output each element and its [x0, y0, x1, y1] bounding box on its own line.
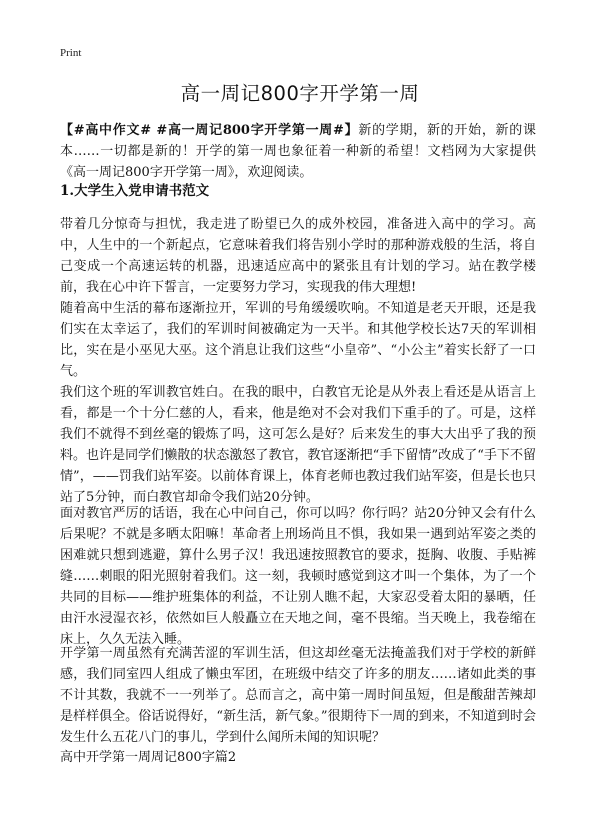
body-paragraph-4: 面对教官严厉的话语，我在心中问自己，你可以吗？你行吗？站20分钟又会有什么后果呢？不就是多晒太阳嘛！革命者上刑场尚且不惧，我如果一遇到站军姿之类的困难就只想到逃避，算什么男子汉！我迅速按照教官的要求，挺胸、收腹、手贴裤缝……刺眼的阳光照射着我们。这一刻，我顿时感觉到这才叫一个集体，为了一个共同的目标——维护班集体的利益，不让别人瞧不起，大家忍受着太阳的暴晒，任由汗水浸湿衣衫，依然如巨人般矗立在天地之间，毫不畏缩。当天晚上，我卷缩在床上，久久无法入睡。 [60, 506, 536, 647]
print-link[interactable]: Print [60, 47, 82, 59]
body-paragraph-3: 我们这个班的军训教官姓白。在我的眼中，白教官无论是从外表上看还是从语言上看，都是一个十分仁慈的人，看来，他是绝对不会对我们下重手的了。可是，这样我们不就得不到丝毫的锻炼了吗，这可怎么是好？后来发生的事大大出乎了我的预料。也许是同学们懒散的状态激怒了教官，教官逐渐把“手下留情”改成了“手下不留情”，——罚我们站军姿。以前体育课上，体育老师也教过我们站军姿，但是长也只站了5分钟，而白教官却命令我们站20分钟。 [60, 385, 536, 505]
body-paragraph-5: 开学第一周虽然有充满苦涩的军训生活，但这却丝毫无法掩盖我们对于学校的新鲜感，我们同室四人组成了懒虫军团，在班级中结交了许多的朋友……诸如此类的事不计其数，我就不一一列举了。总而言之，高中第一周时间虽短，但是酸甜苦辣却是样样俱全。俗话说得好，“新生活，新气象。”很期待下一周的到来，不知道到时会发生什么五花八门的事儿，学到什么闻所未闻的知识呢？ [60, 646, 536, 745]
document-title: 高一周记800字开学第一周 [180, 82, 420, 105]
intro-tag: 【#高中作文# #高一周记800字开学第一周#】 [60, 123, 359, 138]
intro-paragraph [60, 120, 536, 183]
section-heading: 1.大学生入党申请书范文 [60, 183, 210, 199]
body-paragraph-2: 随着高中生活的幕布逐渐拉开，军训的号角缓缓吹响。不知道是老天开眼，还是我们实在太幸运了，我们的军训时间被确定为一天半。和其他学校长达7天的军训相比，实在是小巫见大巫。这个消息让我们这些“小皇帝”、“小公主”着实长舒了一口气。 [60, 301, 536, 379]
next-article-link[interactable]: 高中开学第一周周记800字篇2 [60, 750, 237, 765]
intro-text: 新的学期，新的开始，新的课本……一切都是新的！开学的第一周也象征着一种新的希望！文档网为大家提供《高一周记800字开学第一周》，欢迎阅读。 [60, 123, 536, 180]
body-paragraph-1: 带着几分惊奇与担忧，我走进了盼望已久的成外校园，准备进入高中的学习。高中，人生中的一个新起点，它意味着我们将告别小学时的那种游戏般的生活，将自己变成一个高速运转的机器，迅速适应高中的紧张且有计划的学习。站在教学楼前，我在心中许下誓言，一定要努力学习，实现我的伟大理想! [60, 217, 536, 295]
